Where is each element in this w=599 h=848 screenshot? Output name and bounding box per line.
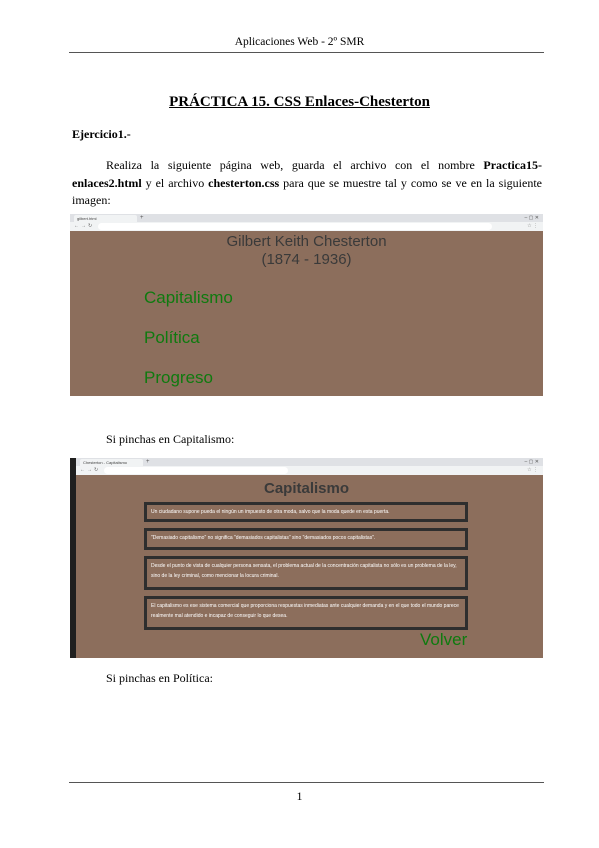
menu-icon: ☆ ⋮ [527, 223, 538, 229]
browser-chrome-2 [76, 458, 543, 475]
page-number: 1 [296, 789, 303, 803]
caption-politica: Si pinchas en Política: [106, 671, 213, 685]
footer-rule [69, 782, 544, 783]
browser-chrome [70, 214, 543, 231]
document-title: PRÁCTICA 15. CSS Enlaces-Chesterton [169, 94, 430, 110]
window-controls-icon-2: – ▢ ✕ [524, 459, 539, 465]
menu-icon-2: ☆ ⋮ [527, 467, 538, 473]
forward-icon: → [81, 223, 86, 229]
link-progreso: Progreso [144, 368, 213, 387]
quote-box: Desde el punto de vista de cualquier persona sensata, el problema actual de la concentración capitalista no sólo es un problema de la ley, sino de la ley criminal, como mencionar la locura criminal. [144, 556, 468, 590]
caption-capitalismo: Si pinchas en Capitalismo: [106, 432, 235, 446]
reload-icon-2: ↻ [94, 467, 99, 473]
browser-tab: gilbert.html [74, 215, 137, 222]
header-rule [69, 52, 544, 53]
quote-box: "Demasiado capitalismo" no significa "demasiados capitalistas" sino "demasiados pocos capitalistas". [144, 528, 468, 550]
browser-tab-2: Chesterton - Capitalismo [80, 459, 143, 466]
browser-tabbar-2 [76, 458, 543, 466]
new-tab-icon: + [140, 215, 144, 221]
url-field-2 [104, 467, 288, 474]
link-volver: Volver [420, 630, 468, 649]
filename-css: chesterton.css [208, 175, 280, 190]
instructions-text-1: Realiza la siguiente página web, guarda el archivo con el nombre [106, 158, 484, 172]
quote-box: El capitalismo es ese sistema comercial que proporciona respuestas inmediatas ante cualquier demanda y en el que todo el mundo parece realmente mal atendido e incapaz de conseguir lo que desea. [144, 596, 468, 630]
screenshot-capitalismo-page [70, 458, 543, 658]
browser-addressbar [70, 222, 543, 231]
back-icon: ← [74, 223, 79, 229]
author-years: (1874 - 1936) [261, 251, 352, 268]
new-tab-icon-2: + [146, 459, 150, 465]
exercise-heading: Ejercicio1.- [72, 127, 131, 141]
window-controls-icon: – ▢ ✕ [524, 215, 539, 221]
instructions-text-2: y el archivo [141, 175, 209, 190]
browser-tabbar [70, 214, 543, 222]
reload-icon: ↻ [88, 223, 93, 229]
instructions-paragraph [72, 157, 542, 210]
page-header: Aplicaciones Web - 2º SMR [234, 36, 365, 48]
url-field [98, 223, 492, 230]
back-icon-2: ← [80, 467, 85, 473]
quote-box: Un ciudadano supone pueda el ningún un impuesto de otra moda, salvo que la moda quede en esta puerta. [144, 502, 468, 522]
link-capitalismo: Capitalismo [144, 288, 233, 307]
author-name: Gilbert Keith Chesterton [226, 233, 387, 250]
instructions-text-3: para que se muestre tal y como se ve en la siguiente imagen: [72, 175, 542, 208]
quotes-title: Capitalismo [263, 480, 350, 497]
forward-icon-2: → [87, 467, 92, 473]
screenshot-main-page [70, 214, 543, 396]
link-politica: Política [144, 328, 200, 347]
browser-addressbar-2 [76, 466, 543, 475]
filename-html: Practica15-enlaces2.html [72, 158, 542, 190]
